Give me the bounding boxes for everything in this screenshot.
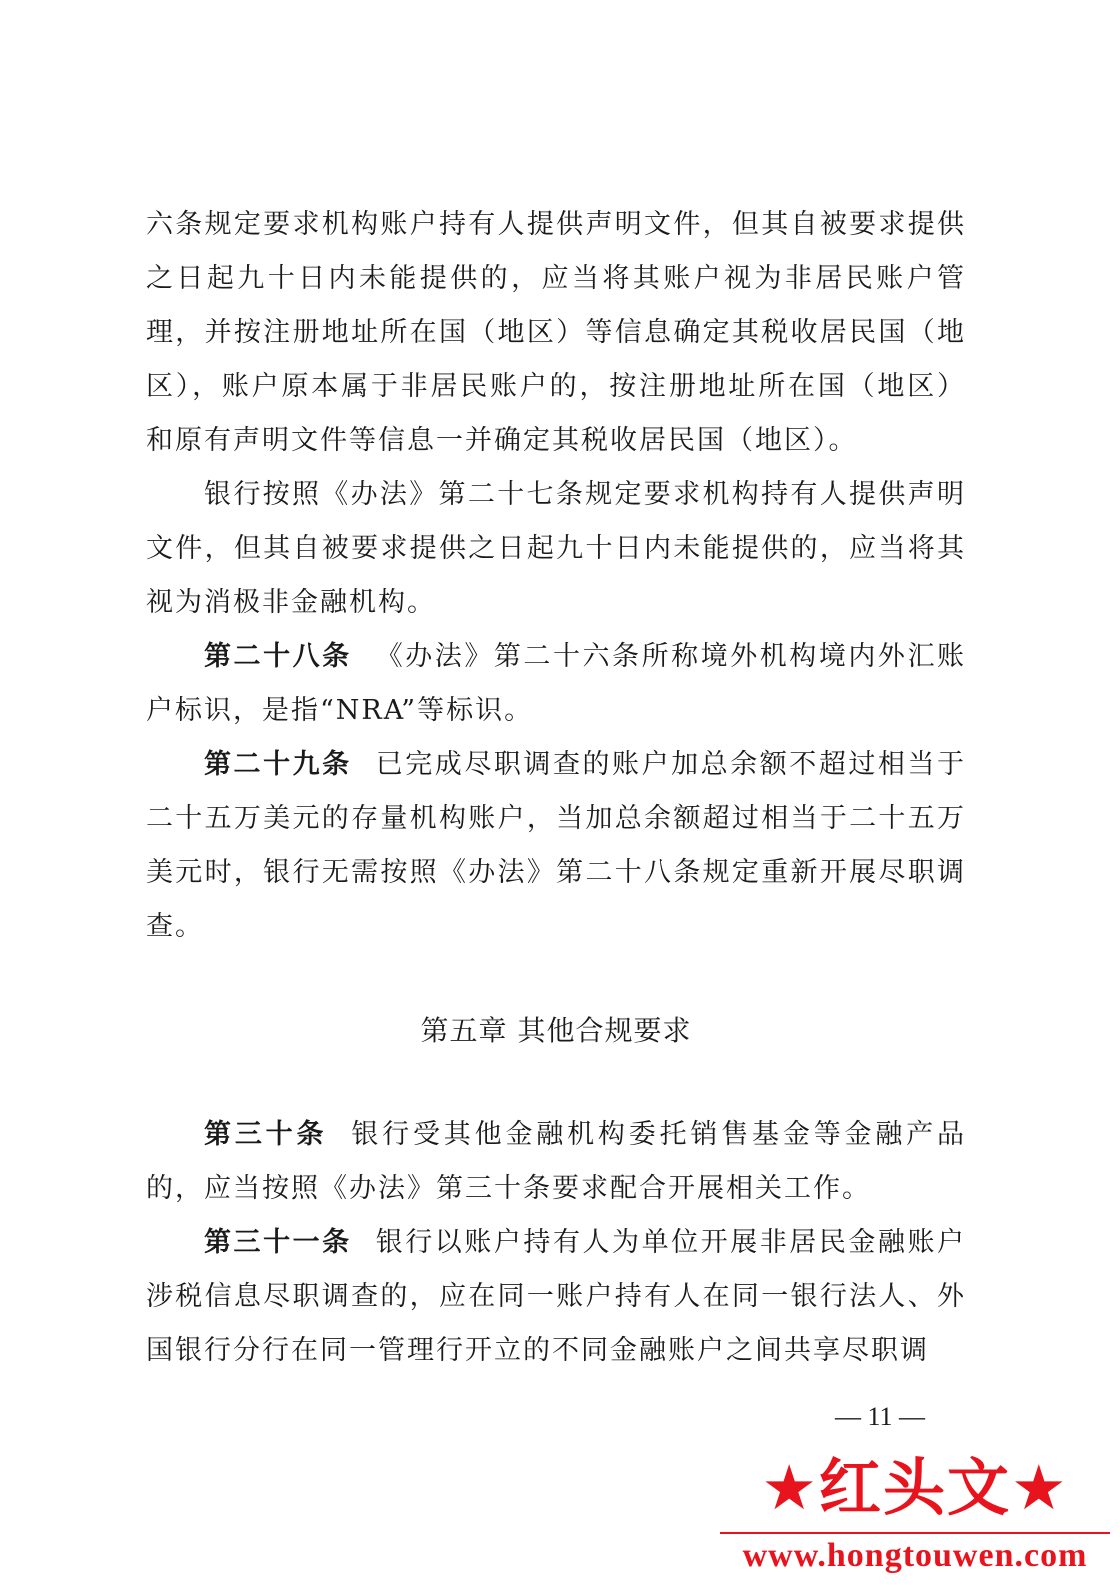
article-31-text: 银行以账户持有人为单位开展非居民金融账户涉税信息尽职调查的，应在同一账户持有人在同一银行法人、外国银行分行在同一管理行开立的不同金融账户之间共享尽职调 <box>146 1227 967 1366</box>
article-30-text: 银行受其他金融机构委托销售基金等金融产品的，应当按照《办法》第三十条要求配合开展相关工作。 <box>146 1119 967 1204</box>
paragraph-bank-declaration: 银行按照《办法》第二十七条规定要求机构持有人提供声明文件，但其自被要求提供之日起九十日内未能提供的，应当将其视为消极非金融机构。 <box>146 479 966 618</box>
article-30 <box>146 1108 966 1216</box>
article-31-number: 第三十一条 <box>204 1227 352 1258</box>
chapter-title: 第五章 其他合规要求 <box>420 1014 692 1047</box>
watermark-divider <box>720 1532 1110 1534</box>
article-29-number: 第二十九条 <box>204 749 352 780</box>
article-30-number: 第三十条 <box>204 1119 328 1150</box>
article-31 <box>146 1216 966 1378</box>
article-28-number: 第二十八条 <box>204 641 352 672</box>
watermark-title <box>720 1448 1110 1528</box>
article-29 <box>146 738 966 954</box>
star-icon: ★ <box>1011 1451 1069 1524</box>
article-28 <box>146 630 966 738</box>
watermark-url: www.hongtouwen.com <box>742 1537 1088 1574</box>
page-number: — 11 — <box>834 1402 926 1431</box>
watermark-logo <box>720 1448 1110 1578</box>
article-28-text: 《办法》第二十六条所称境外机构境内外汇账户标识，是指“NRA”等标识。 <box>146 641 967 726</box>
article-29-text: 已完成尽职调查的账户加总余额不超过相当于二十五万美元的存量机构账户，当加总余额超过相当于二十五万美元时，银行无需按照《办法》第二十八条规定重新开展尽职调查。 <box>146 749 967 942</box>
document-body <box>146 198 966 1378</box>
watermark-title-text: 红头文 <box>818 1451 1011 1524</box>
star-icon: ★ <box>761 1451 819 1524</box>
paragraph-continuation: 六条规定要求机构账户持有人提供声明文件，但其自被要求提供之日起九十日内未能提供的，应当将其账户视为非居民账户管理，并按注册地址所在国（地区）等信息确定其税收居民国（地区），账户原本属于非居民账户的，按注册地址所在国（地区）和原有声明文件等信息一并确定其税收居民国（地区）。 <box>146 209 966 456</box>
